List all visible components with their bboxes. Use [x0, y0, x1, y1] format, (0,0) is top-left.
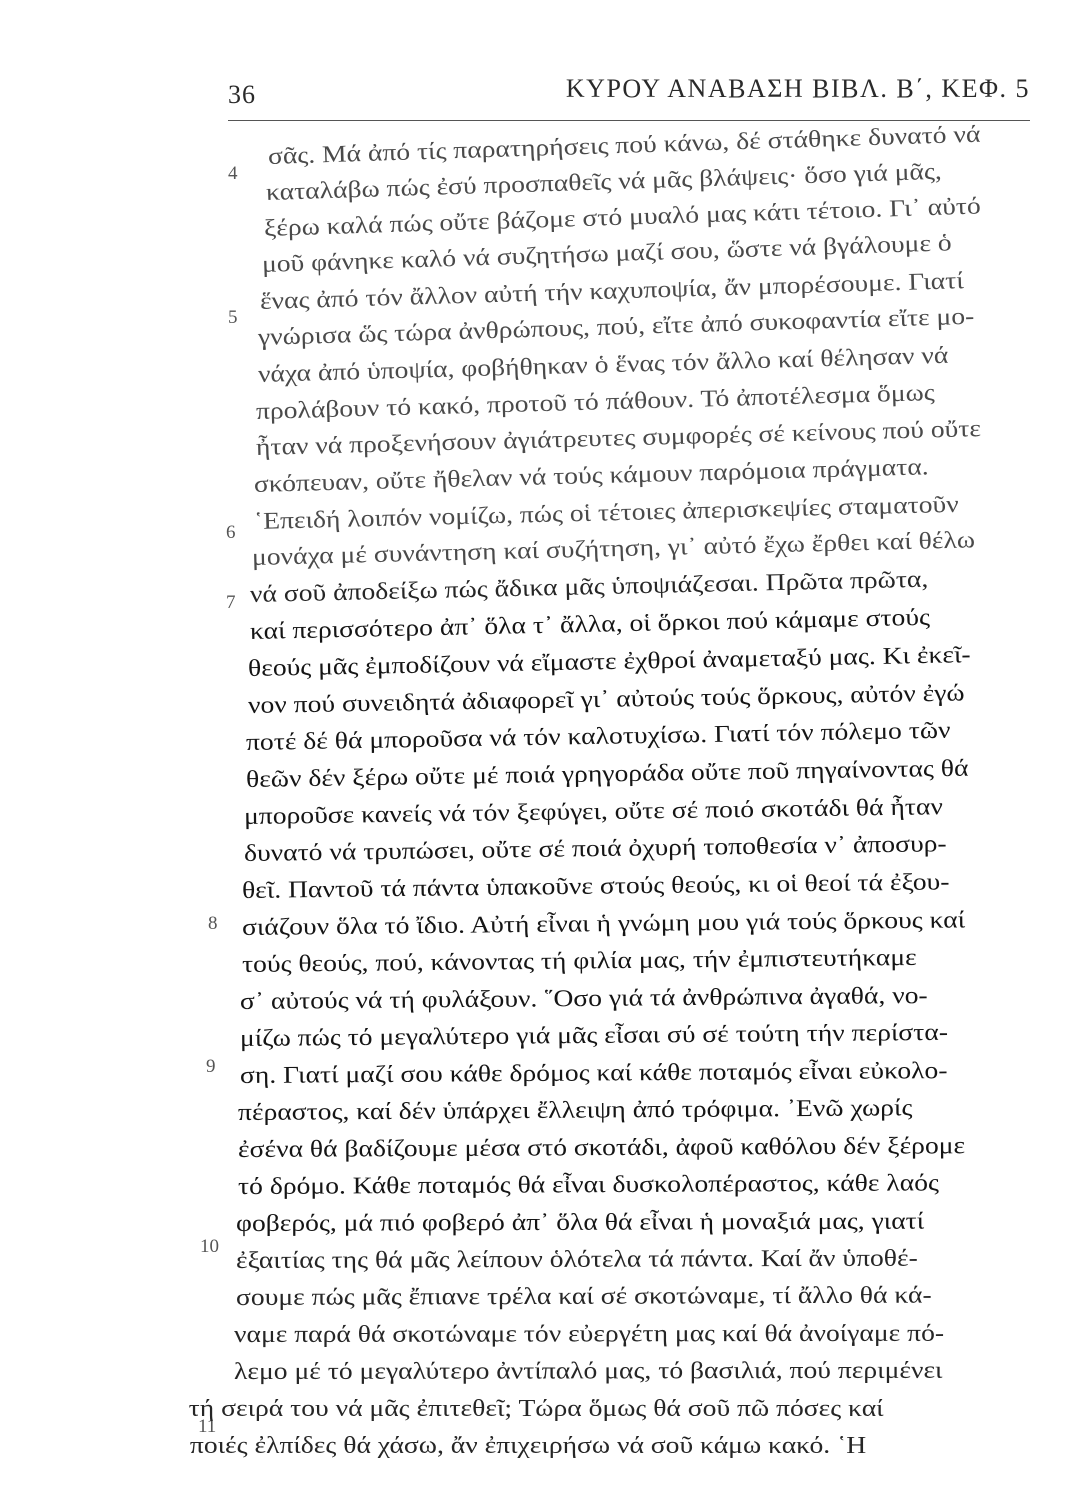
- text-line: πέραστος, καί δέν ὑπάρχει ἔλλειψη ἀπό τρόφιμα. ᾿Ενῶ χωρίς: [237, 1095, 913, 1126]
- text-line: ση. Γιατί μαζί σου κάθε δρόμος καί κάθε ποταμός εἶναι εὐκολο-: [239, 1058, 948, 1089]
- section-number: 6: [226, 522, 236, 543]
- section-number: 7: [226, 592, 236, 613]
- text-line: τό δρόμο. Κάθε ποταμός θά εἶναι δυσκολοπέραστος, κάθε λαός: [237, 1170, 939, 1200]
- text-line: θεούς μᾶς ἐμποδίζουν νά εἴμαστε ἐχθροί ἀναμεταξύ μας. Κι ἐκεῖ-: [247, 642, 971, 682]
- text-line: μίζω πώς τό μεγαλύτερο γιά μᾶς εἶσαι σύ σέ τούτη τήν περίστα-: [239, 1019, 949, 1052]
- text-line: σουμε πώς μᾶς ἔπιανε τρέλα καί σέ σκοτώναμε, τί ἄλλο θά κά-: [235, 1282, 932, 1311]
- running-head: ΚΥΡΟΥ ΑΝΑΒΑΣΗ ΒΙΒΛ. Β΄, ΚΕΦ. 5: [565, 74, 1030, 103]
- text-line: προλάβουν τό κακό, προτοῦ τό πάθουν. Τό ἀποτέλεσμα ὅμως: [255, 380, 936, 425]
- text-line: μονάχα μέ συνάντηση καί συζήτηση, γι᾿ αὐτό ἔχω ἔρθει καί θέλω: [251, 527, 976, 571]
- text-line: καταλάβω πώς ἐσύ προσπαθεῖς νά μᾶς βλάψεις· ὅσο γιά μᾶς,: [265, 158, 943, 206]
- text-line: μοῦ φάνηκε καλό νά συζητήσω μαζί σου, ὥστε νά βγάλουμε ὁ: [261, 230, 953, 278]
- text-line: ποτέ δέ θά μποροῦσα νά τόν καλοτυχίσω. Γιατί τόν πόλεμο τῶν: [245, 717, 951, 756]
- text-line: μποροῦσε κανείς νά τόν ξεφύγει, οὔτε σέ ποιό σκοτάδι θά ἦταν: [243, 794, 944, 830]
- text-line: γνώρισα ὥς τώρα ἀνθρώπους, πού, εἴτε ἀπό συκοφαντία εἴτε μο-: [257, 303, 975, 351]
- text-line: ποιές ἐλπίδες θά χάσω, ἄν ἐπιχειρήσω νά σοῦ κάμω κακό. ῾Η: [189, 1433, 867, 1459]
- text-line: φοβερός, μά πιό φοβερό ἀπ᾿ ὅλα θά εἶναι ἡ μοναξιά μας, γιατί: [235, 1208, 925, 1237]
- text-line: καί περισσότερο ἀπ᾿ ὅλα τ᾿ ἄλλα, οἱ ὅρκοι πού κάμαμε στούς: [249, 604, 931, 645]
- section-number: 8: [208, 913, 218, 934]
- text-line: ἐσένα θά βαδίζουμε μέσα στό σκοτάδι, ἀφοῦ καθόλου δέν ξέρομε: [237, 1133, 966, 1163]
- section-number: 9: [206, 1056, 216, 1077]
- text-line: σιάζουν ὅλα τό ἴδιο. Αὐτή εἶναι ἡ γνώμη μου γιά τούς ὅρκους καί: [241, 907, 966, 941]
- section-number: 5: [228, 307, 238, 328]
- text-line: ἕνας ἀπό τόν ἄλλον αὐτή τήν καχυποψία, ἄν μπορέσουμε. Γιατί: [259, 268, 965, 315]
- text-line: ῾Επειδή λοιπόν νομίζω, πώς οἱ τέτοιες ἀπερισκεψίες σταματοῦν: [253, 491, 959, 535]
- text-line: νον πού συνειδητά ἀδιαφορεῖ γι᾿ αὐτούς τούς ὅρκους, αὐτόν ἐγώ: [247, 680, 965, 719]
- text-line: δυνατό νά τρυπώσει, οὔτε σέ ποιά ὀχυρή τοποθεσία ν᾿ ἀποσυρ-: [243, 831, 947, 867]
- text-line: τούς θεούς, πού, κάνοντας τή φιλία μας, τήν ἐμπιστευτήκαμε: [241, 944, 917, 978]
- text-line: σ᾿ αὐτούς νά τή φυλάξουν. ῞Οσο γιά τά ἀνθρώπινα ἀγαθά, νο-: [239, 982, 928, 1015]
- page-header: [228, 72, 1030, 112]
- section-number: 11: [198, 1416, 217, 1437]
- text-line: νάχα ἀπό ὑποψία, φοβήθηκαν ὁ ἕνας τόν ἄλλο καί θέλησαν νά: [257, 342, 949, 388]
- text-line: λεμο μέ τό μεγαλύτερο ἀντίπαλό μας, τό βασιλιά, πού περιμένει: [233, 1357, 943, 1385]
- page-number: 36: [228, 80, 256, 109]
- text-line: ξέρω καλά πώς οὔτε βάζομε στό μυαλό μας κάτι τέτοιο. Γι᾿ αὐτό: [263, 193, 982, 242]
- text-line: θεῶν δέν ξέρω οὔτε μέ ποιά γρηγοράδα οὔτε ποῦ πηγαίνοντας θά: [245, 755, 969, 793]
- text-line: τή σειρά του νά μᾶς ἐπιτεθεῖ; Τώρα ὅμως θά σοῦ πῶ πόσες καί: [188, 1396, 884, 1422]
- text-line: θεῖ. Παντοῦ τά πάντα ὑπακοῦνε στούς θεούς, κι οἱ θεοί τά ἐξου-: [241, 869, 950, 904]
- text-line: νά σοῦ ἀποδείξω πώς ἄδικα μᾶς ὑποψιάζεσαι. Πρῶτα πρῶτα,: [249, 566, 929, 608]
- text-line: ναμε παρά θά σκοτώναμε τόν εὐεργέτη μας καί θά ἀνοίγαμε πό-: [233, 1320, 945, 1348]
- text-line: σᾶς. Μά ἀπό τίς παρατηρήσεις πού κάνω, δέ στάθηκε δυνατό νά: [267, 121, 981, 170]
- text-line: ἐξαιτίας της θά μᾶς λείπουν ὁλότελα τά πάντα. Καί ἄν ὑποθέ-: [235, 1245, 918, 1274]
- text-line: ἦταν νά προξενήσουν ἀγιάτρευτες συμφορές σέ κείνους πού οὔτε: [255, 416, 982, 461]
- section-number: 10: [200, 1236, 219, 1257]
- section-number: 4: [228, 163, 238, 184]
- text-line: σκόπευαν, οὔτε ἤθελαν νά τούς κάμουν παρόμοια πράγματα.: [253, 454, 929, 498]
